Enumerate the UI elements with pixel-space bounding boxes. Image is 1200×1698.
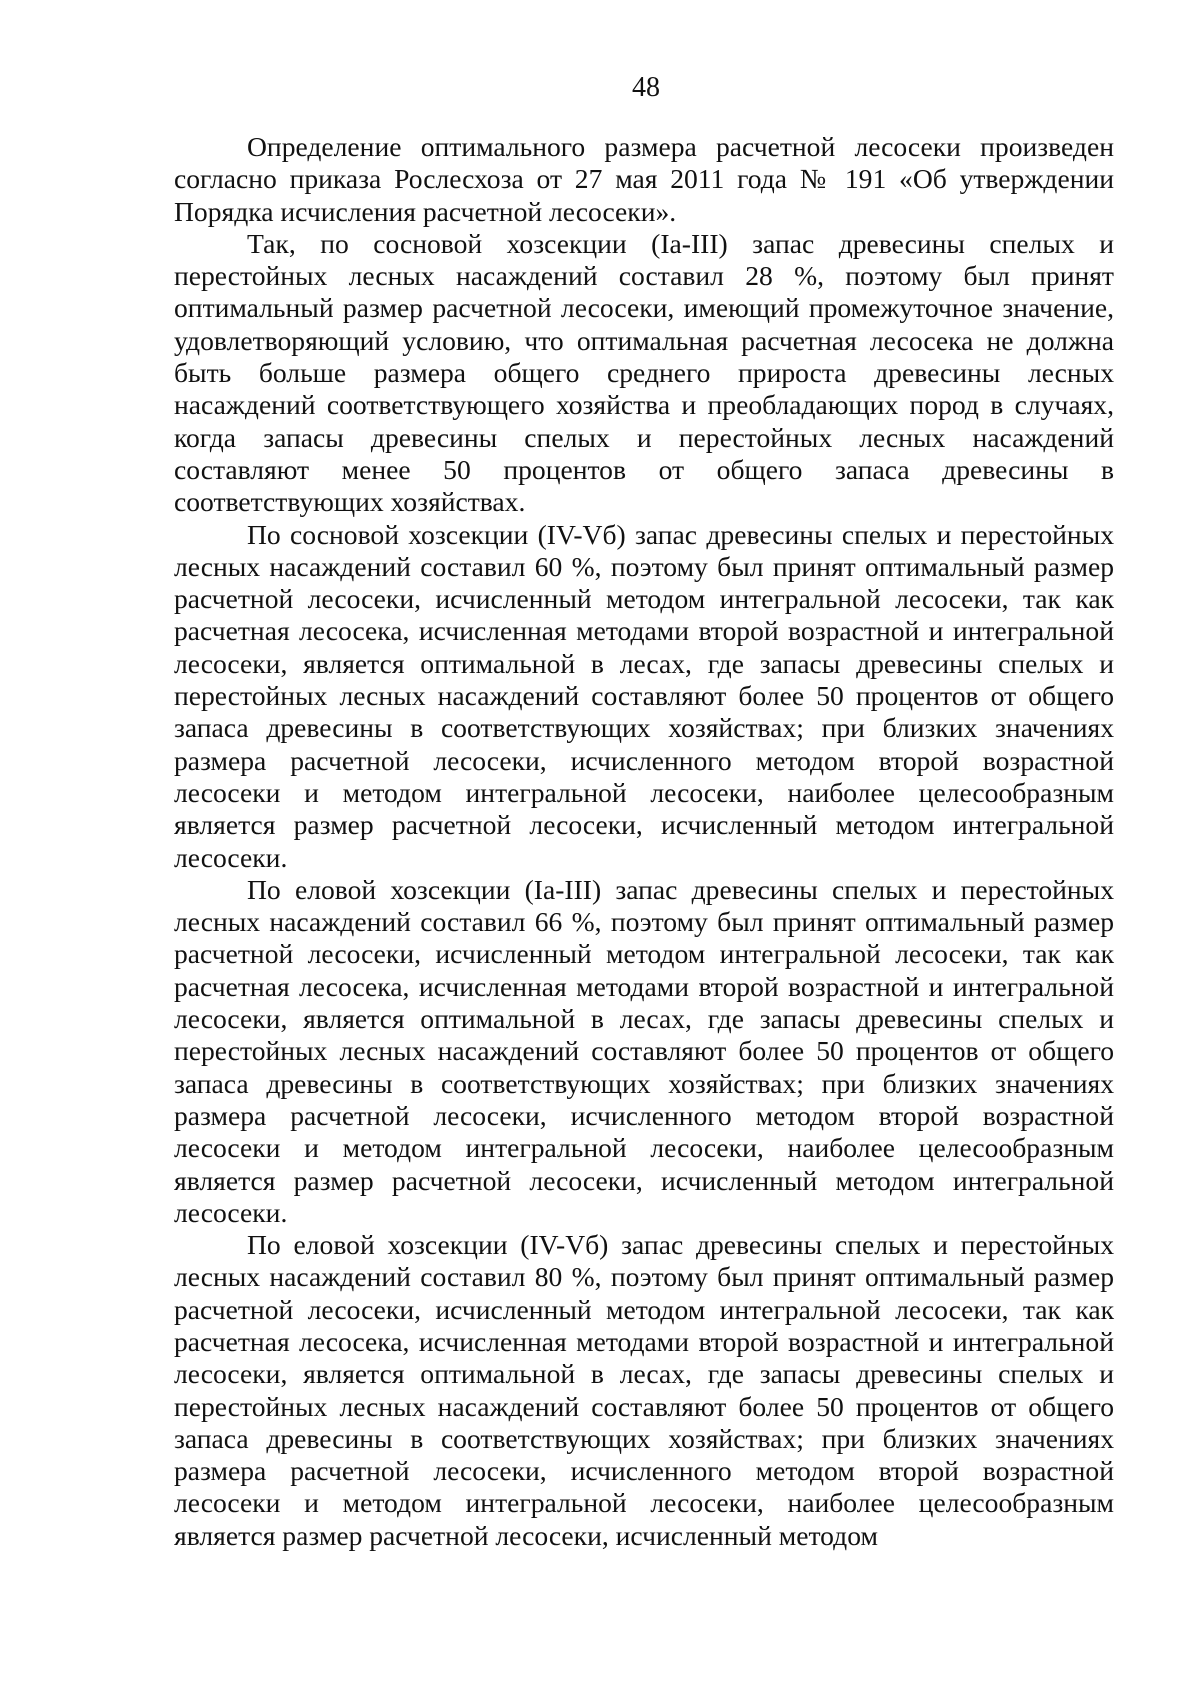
paragraph-spruce-ia-iii: По еловой хозсекции (Ia-III) запас древесины спелых и перестойных лесных насаждений составил 66 %, поэтому был принят оптимальный размер расчетной лесосеки, исчисленный методом интегральной лесосеки, так как расчетная лесосека, исчисленная методами второй возрастной и интегральной лесосеки, является оптимальной в лесах, где запасы древесины спелых и перестойных лесных насаждений составляют более 50 процентов от общего запаса древесины в соответствующих хозяйствах; при близких значениях размера расчетной лесосеки, исчисленного методом второй возрастной лесосеки и методом интегральной лесосеки, наиболее целесообразным является размер расчетной лесосеки, исчисленный методом интегральной лесосеки. — [174, 873, 1114, 1228]
document-body — [174, 131, 1114, 1552]
paragraph-methodology-reference: Определение оптимального размера расчетной лесосеки произведен согласно приказа Рослесхоза от 27 мая 2011 года № 191 «Об утверждении Порядка исчисления расчетной лесосеки». — [174, 131, 1114, 227]
paragraph-pine-iv-vb: По сосновой хозсекции (IV-Vб) запас древесины спелых и перестойных лесных насаждений составил 60 %, поэтому был принят оптимальный размер расчетной лесосеки, исчисленный методом интегральной лесосеки, так как расчетная лесосека, исчисленная методами второй возрастной и интегральной лесосеки, является оптимальной в лесах, где запасы древесины спелых и перестойных лесных насаждений составляют более 50 процентов от общего запаса древесины в соответствующих хозяйствах; при близких значениях размера расчетной лесосеки, исчисленного методом второй возрастной лесосеки и методом интегральной лесосеки, наиболее целесообразным является размер расчетной лесосеки, исчисленный методом интегральной лесосеки. — [174, 518, 1114, 873]
page-number: 48 — [632, 72, 660, 103]
paragraph-pine-ia-iii: Так, по сосновой хозсекции (Ia-III) запас древесины спелых и перестойных лесных насаждений составил 28 %, поэтому был принят оптимальный размер расчетной лесосеки, имеющий промежуточное значение, удовлетворяющий условию, что оптимальная расчетная лесосека не должна быть больше размера общего среднего прироста древесины лесных насаждений соответствующего хозяйства и преобладающих пород в случаях, когда запасы древесины спелых и перестойных лесных насаждений составляют менее 50 процентов от общего запаса древесины в соответствующих хозяйствах. — [174, 227, 1114, 518]
paragraph-spruce-iv-vb: По еловой хозсекции (IV-Vб) запас древесины спелых и перестойных лесных насаждений составил 80 %, поэтому был принят оптимальный размер расчетной лесосеки, исчисленный методом интегральной лесосеки, так как расчетная лесосека, исчисленная методами второй возрастной и интегральной лесосеки, является оптимальной в лесах, где запасы древесины спелых и перестойных лесных насаждений составляют более 50 процентов от общего запаса древесины в соответствующих хозяйствах; при близких значениях размера расчетной лесосеки, исчисленного методом второй возрастной лесосеки и методом интегральной лесосеки, наиболее целесообразным является размер расчетной лесосеки, исчисленный методом — [174, 1229, 1114, 1551]
